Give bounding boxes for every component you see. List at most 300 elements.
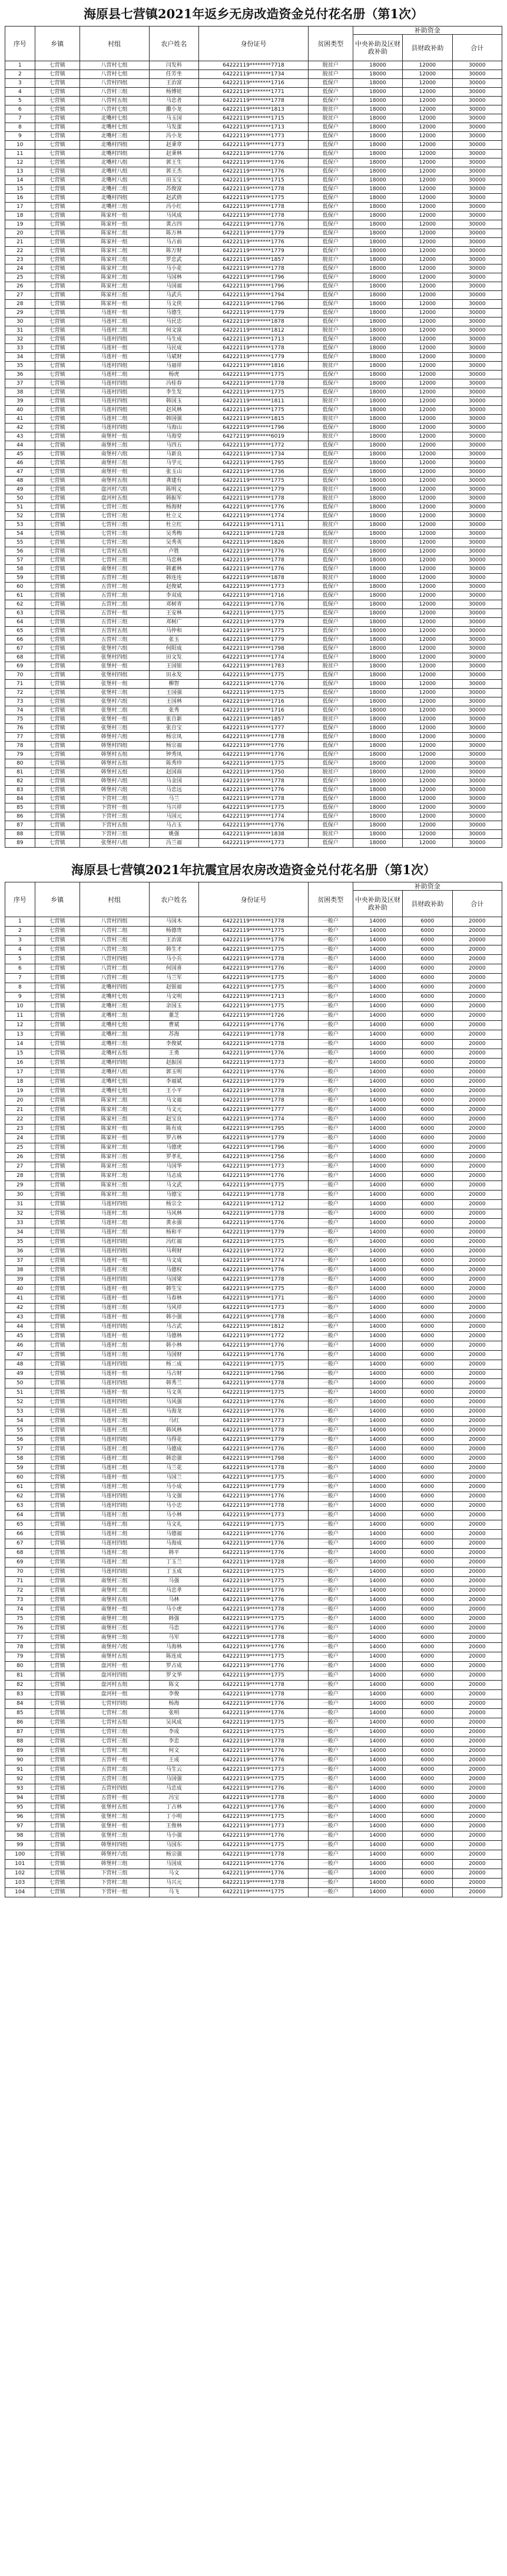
table-row (5, 1059, 502, 1068)
cell-county: 6000 (403, 1775, 452, 1784)
table-row (5, 97, 502, 105)
cell-central: 14000 (353, 1285, 402, 1294)
cell-name: 王国强 (149, 689, 198, 697)
cell-no: 87 (5, 1728, 35, 1737)
table-row (5, 1747, 502, 1756)
cell-total: 30000 (452, 839, 502, 848)
cell-type: 一般户 (308, 1850, 353, 1860)
header-village: 村组 (79, 27, 149, 61)
cell-id: 64222119********1775 (199, 1671, 309, 1681)
cell-village: 北嘴村二组 (79, 1011, 149, 1021)
cell-no: 81 (5, 768, 35, 777)
cell-village: 北嘴村八组 (79, 176, 149, 185)
table-row (5, 662, 502, 671)
cell-name: 冯宝 (149, 1794, 198, 1803)
cell-type: 低保户 (308, 88, 353, 97)
cell-township: 七营镇 (35, 1671, 79, 1681)
cell-central: 14000 (353, 1633, 402, 1643)
cell-id: 64222119********1716 (199, 591, 309, 600)
cell-name: 马文成 (149, 1256, 198, 1266)
cell-township: 七营镇 (35, 671, 79, 680)
cell-type: 低保户 (308, 512, 353, 521)
cell-name: 马海山 (149, 424, 198, 432)
cell-name: 柳智 (149, 680, 198, 689)
cell-county: 12000 (403, 689, 452, 697)
cell-central: 14000 (353, 1379, 402, 1388)
cell-township: 七营镇 (35, 1115, 79, 1125)
cell-no: 33 (5, 344, 35, 353)
cell-name: 杨博娃 (149, 88, 198, 97)
cell-central: 14000 (353, 1313, 402, 1322)
cell-county: 12000 (403, 494, 452, 503)
cell-no: 30 (5, 1191, 35, 1200)
cell-central: 14000 (353, 1803, 402, 1813)
cell-name: 任芳坐 (149, 70, 198, 79)
cell-county: 12000 (403, 70, 452, 79)
cell-name: 赵振国 (149, 1059, 198, 1068)
cell-type: 一般户 (308, 964, 353, 974)
cell-village: 南堡村三组 (79, 1624, 149, 1633)
cell-no: 70 (5, 671, 35, 680)
cell-central: 18000 (353, 485, 402, 494)
cell-township: 七营镇 (35, 1596, 79, 1605)
cell-name: 王治富 (149, 79, 198, 88)
cell-total: 30000 (452, 680, 502, 689)
cell-name: 李福斌 (149, 1077, 198, 1087)
cell-no: 95 (5, 1803, 35, 1813)
table-row (5, 618, 502, 627)
cell-township: 七营镇 (35, 1464, 79, 1473)
cell-type: 一般户 (308, 1483, 353, 1492)
cell-central: 18000 (353, 415, 402, 424)
cell-county: 6000 (403, 1068, 452, 1077)
cell-type: 一般户 (308, 1784, 353, 1794)
cell-county: 12000 (403, 185, 452, 194)
cell-id: 64222119********1779 (199, 1436, 309, 1445)
table-body-1 (5, 61, 502, 848)
cell-village: 盘河村五组 (79, 494, 149, 503)
cell-total: 20000 (452, 974, 502, 983)
table-row (5, 1473, 502, 1483)
cell-no: 50 (5, 494, 35, 503)
cell-total: 20000 (452, 1568, 502, 1577)
cell-total: 20000 (452, 1172, 502, 1181)
cell-village: 马莲村三组 (79, 1426, 149, 1436)
cell-township: 七营镇 (35, 229, 79, 238)
cell-type: 一般户 (308, 1822, 353, 1831)
cell-township: 七营镇 (35, 1181, 79, 1191)
cell-type: 脱贫户 (308, 397, 353, 406)
table-row (5, 556, 502, 565)
cell-name: 余国玉 (149, 1002, 198, 1011)
cell-township: 七营镇 (35, 1662, 79, 1671)
cell-type: 低保户 (308, 750, 353, 759)
cell-village: 马莲村三组 (79, 1351, 149, 1360)
cell-total: 20000 (452, 1615, 502, 1624)
cell-no: 69 (5, 662, 35, 671)
table-row (5, 150, 502, 158)
cell-county: 6000 (403, 1115, 452, 1125)
cell-no: 3 (5, 936, 35, 945)
cell-name: 马忠 (149, 1624, 198, 1633)
cell-total: 30000 (452, 362, 502, 371)
cell-id: 64222119********1813 (199, 105, 309, 114)
cell-name: 马四五 (149, 441, 198, 450)
cell-name: 陈连成 (149, 1652, 198, 1662)
cell-county: 6000 (403, 1709, 452, 1718)
cell-no: 93 (5, 1784, 35, 1794)
cell-id: 64222119********1778 (199, 203, 309, 211)
cell-id: 64222119********1713 (199, 335, 309, 344)
cell-no: 18 (5, 1077, 35, 1087)
header-township: 乡镇 (35, 27, 79, 61)
cell-id: 64222119********1775 (199, 927, 309, 936)
cell-no: 90 (5, 1756, 35, 1765)
cell-village: 七营村五组 (79, 547, 149, 556)
cell-type: 一般户 (308, 1558, 353, 1568)
cell-village: 七营村二组 (79, 1709, 149, 1718)
cell-county: 12000 (403, 264, 452, 273)
cell-township: 七营镇 (35, 97, 79, 105)
cell-type: 低保户 (308, 583, 353, 591)
table-row (5, 406, 502, 415)
cell-name: 马文明 (149, 993, 198, 1002)
cell-total: 20000 (452, 1407, 502, 1417)
cell-central: 18000 (353, 353, 402, 362)
table-row (5, 1822, 502, 1831)
cell-total: 20000 (452, 1841, 502, 1850)
cell-id: 64222119********1796 (199, 1370, 309, 1379)
cell-central: 14000 (353, 1775, 402, 1784)
cell-township: 七营镇 (35, 1341, 79, 1351)
cell-village: 下营村三组 (79, 812, 149, 821)
cell-county: 12000 (403, 282, 452, 291)
cell-central: 14000 (353, 1728, 402, 1737)
cell-name: 马德虎 (149, 1143, 198, 1153)
cell-central: 14000 (353, 1841, 402, 1850)
cell-village: 马莲村二组 (79, 1549, 149, 1558)
cell-township: 七营镇 (35, 706, 79, 715)
cell-county: 6000 (403, 955, 452, 964)
table-row (5, 123, 502, 132)
cell-village: 马莲村三组 (79, 1304, 149, 1313)
cell-total: 20000 (452, 1426, 502, 1436)
cell-total: 30000 (452, 750, 502, 759)
table-row (5, 1709, 502, 1718)
cell-total: 30000 (452, 786, 502, 795)
cell-county: 12000 (403, 636, 452, 644)
cell-no: 9 (5, 132, 35, 141)
cell-type: 一般户 (308, 1652, 353, 1662)
cell-central: 14000 (353, 1558, 402, 1568)
table-row (5, 653, 502, 662)
cell-central: 14000 (353, 1690, 402, 1699)
cell-county: 6000 (403, 1454, 452, 1464)
cell-county: 12000 (403, 344, 452, 353)
cell-name: 马春林 (149, 1294, 198, 1304)
cell-id: 64222119********1772 (199, 1332, 309, 1341)
cell-name: 王俊林 (149, 1822, 198, 1831)
cell-id: 64222119********1776 (199, 1586, 309, 1596)
cell-total: 30000 (452, 247, 502, 256)
cell-total: 30000 (452, 388, 502, 397)
cell-type: 低保户 (308, 839, 353, 848)
cell-type: 一般户 (308, 1181, 353, 1191)
cell-central: 14000 (353, 1502, 402, 1511)
cell-county: 6000 (403, 1549, 452, 1558)
cell-id: 64222119********1776 (199, 750, 309, 759)
cell-no: 31 (5, 1200, 35, 1209)
cell-township: 七营镇 (35, 1718, 79, 1728)
cell-type: 低保户 (308, 309, 353, 318)
cell-no: 72 (5, 1586, 35, 1596)
cell-county: 12000 (403, 432, 452, 441)
cell-village: 马莲村三组 (79, 1407, 149, 1417)
cell-village: 五营村一组 (79, 1794, 149, 1803)
cell-id: 64222119********1778 (199, 1209, 309, 1219)
table-row (5, 547, 502, 556)
cell-name: 马文侠 (149, 300, 198, 309)
cell-central: 14000 (353, 1756, 402, 1765)
cell-id: 64222119********1776 (199, 1784, 309, 1794)
cell-central: 18000 (353, 344, 402, 353)
cell-central: 18000 (353, 583, 402, 591)
header-total: 合计 (452, 891, 502, 917)
cell-id: 64222119********1779 (199, 1483, 309, 1492)
cell-name: 丁小明 (149, 1813, 198, 1822)
table-row (5, 318, 502, 326)
cell-total: 20000 (452, 1256, 502, 1266)
cell-type: 低保户 (308, 777, 353, 786)
cell-type: 一般户 (308, 1256, 353, 1266)
cell-village: 陈家村一组 (79, 220, 149, 229)
cell-village: 马莲村一组 (79, 1294, 149, 1304)
cell-type: 一般户 (308, 1379, 353, 1388)
cell-village: 南堡村三组 (79, 1577, 149, 1586)
cell-township: 七营镇 (35, 132, 79, 141)
cell-township: 七营镇 (35, 662, 79, 671)
table-row (5, 1794, 502, 1803)
table-row (5, 503, 502, 512)
table-row (5, 1765, 502, 1775)
table-row (5, 1577, 502, 1586)
cell-id: 64222119********1716 (199, 706, 309, 715)
cell-village: 南堡村二组 (79, 1586, 149, 1596)
cell-township: 七营镇 (35, 1379, 79, 1388)
cell-village: 马莲村一组 (79, 309, 149, 318)
cell-county: 12000 (403, 627, 452, 636)
cell-county: 6000 (403, 1445, 452, 1454)
cell-no: 33 (5, 1219, 35, 1228)
table-row (5, 583, 502, 591)
table-row (5, 1228, 502, 1238)
cell-total: 20000 (452, 1021, 502, 1030)
table-row (5, 238, 502, 247)
cell-village: 张堡村五组 (79, 1803, 149, 1813)
header-village: 村组 (79, 882, 149, 917)
cell-county: 12000 (403, 777, 452, 786)
cell-type: 低保户 (308, 291, 353, 300)
table-row (5, 1633, 502, 1643)
cell-county: 12000 (403, 812, 452, 821)
cell-county: 6000 (403, 1831, 452, 1841)
cell-township: 七营镇 (35, 993, 79, 1002)
cell-central: 14000 (353, 1049, 402, 1059)
cell-total: 30000 (452, 556, 502, 565)
cell-county: 6000 (403, 1030, 452, 1040)
cell-county: 6000 (403, 927, 452, 936)
cell-total: 30000 (452, 220, 502, 229)
cell-total: 30000 (452, 671, 502, 680)
cell-village: 八营村三组 (79, 945, 149, 955)
cell-central: 18000 (353, 441, 402, 450)
cell-name: 冯小红 (149, 203, 198, 211)
cell-county: 12000 (403, 680, 452, 689)
cell-no: 58 (5, 1454, 35, 1464)
cell-township: 七营镇 (35, 1143, 79, 1153)
cell-county: 12000 (403, 565, 452, 574)
cell-id: 64222119********1778 (199, 1426, 309, 1436)
cell-name: 王治富 (149, 936, 198, 945)
cell-village: 北嘴村四组 (79, 194, 149, 203)
cell-county: 12000 (403, 697, 452, 706)
cell-central: 14000 (353, 1813, 402, 1822)
cell-township: 七营镇 (35, 150, 79, 158)
table-row (5, 1304, 502, 1313)
cell-township: 七营镇 (35, 1860, 79, 1869)
cell-id: 64222119********1798 (199, 1454, 309, 1464)
cell-total: 30000 (452, 150, 502, 158)
cell-type: 一般户 (308, 1162, 353, 1172)
cell-central: 18000 (353, 812, 402, 821)
cell-type: 一般户 (308, 1322, 353, 1332)
cell-village: 八营村七组 (79, 105, 149, 114)
cell-id: 64222119********1878 (199, 574, 309, 583)
table-row (5, 273, 502, 282)
cell-name: 何国喜 (149, 964, 198, 974)
cell-name: 何阳成 (149, 644, 198, 653)
cell-total: 20000 (452, 1209, 502, 1219)
cell-id: 64222119********1775 (199, 1285, 309, 1294)
cell-township: 七营镇 (35, 530, 79, 538)
cell-township: 七营镇 (35, 917, 79, 927)
cell-id: 64222119********1796 (199, 282, 309, 291)
cell-id: 64222119********1778 (199, 1879, 309, 1888)
cell-county: 6000 (403, 1407, 452, 1417)
table-row (5, 309, 502, 318)
cell-total: 30000 (452, 70, 502, 79)
cell-central: 18000 (353, 803, 402, 812)
cell-village: 北嘴村七组 (79, 114, 149, 123)
cell-central: 18000 (353, 530, 402, 538)
cell-county: 12000 (403, 353, 452, 362)
cell-name: 吴秀梅 (149, 530, 198, 538)
cell-central: 18000 (353, 750, 402, 759)
cell-township: 七营镇 (35, 379, 79, 388)
cell-id: 64222119********1773 (199, 1511, 309, 1520)
header-id: 身份证号 (199, 27, 309, 61)
cell-type: 一般户 (308, 1671, 353, 1681)
cell-township: 七营镇 (35, 335, 79, 344)
cell-county: 12000 (403, 397, 452, 406)
cell-total: 30000 (452, 724, 502, 733)
cell-central: 18000 (353, 706, 402, 715)
cell-township: 七营镇 (35, 1021, 79, 1030)
cell-township: 七营镇 (35, 1765, 79, 1775)
cell-village: 陈家村一组 (79, 1125, 149, 1134)
cell-township: 七营镇 (35, 256, 79, 264)
cell-central: 14000 (353, 1388, 402, 1398)
cell-total: 30000 (452, 697, 502, 706)
table-row (5, 627, 502, 636)
table-row (5, 1502, 502, 1511)
cell-no: 55 (5, 1426, 35, 1436)
cell-county: 6000 (403, 1181, 452, 1191)
cell-central: 18000 (353, 318, 402, 326)
cell-no: 1 (5, 61, 35, 70)
cell-county: 12000 (403, 326, 452, 335)
cell-township: 七营镇 (35, 1813, 79, 1822)
cell-name: 马国元 (149, 812, 198, 821)
cell-township: 七营镇 (35, 945, 79, 955)
cell-no: 28 (5, 1172, 35, 1181)
cell-village: 马莲村四组 (79, 1238, 149, 1247)
cell-id: 64222119********1775 (199, 1181, 309, 1191)
cell-id: 64222119********1775 (199, 477, 309, 485)
cell-type: 低保户 (308, 318, 353, 326)
cell-name: 陈有成 (149, 1125, 198, 1134)
cell-name: 马占财 (149, 1370, 198, 1379)
table-row (5, 335, 502, 344)
cell-type: 低保户 (308, 167, 353, 176)
cell-name: 马国梁 (149, 1275, 198, 1285)
cell-total: 30000 (452, 759, 502, 768)
cell-name: 马得花 (149, 1436, 198, 1445)
cell-township: 七营镇 (35, 1624, 79, 1633)
cell-total: 30000 (452, 512, 502, 521)
cell-id: 64222119********1775 (199, 1775, 309, 1784)
cell-township: 七营镇 (35, 1737, 79, 1747)
table-row (5, 1671, 502, 1681)
table-row (5, 1360, 502, 1370)
cell-central: 18000 (353, 644, 402, 653)
cell-central: 14000 (353, 1011, 402, 1021)
cell-county: 12000 (403, 176, 452, 185)
cell-county: 6000 (403, 1530, 452, 1539)
cell-total: 20000 (452, 1436, 502, 1445)
cell-no: 52 (5, 1398, 35, 1407)
table-row (5, 1181, 502, 1191)
table-row (5, 1643, 502, 1652)
cell-total: 20000 (452, 1794, 502, 1803)
cell-id: 64222119********1775 (199, 1718, 309, 1728)
cell-name: 杨海财 (149, 503, 198, 512)
cell-township: 七营镇 (35, 1370, 79, 1379)
cell-no: 59 (5, 574, 35, 583)
cell-township: 七营镇 (35, 618, 79, 627)
cell-village: 北嘴村七组 (79, 1021, 149, 1030)
cell-township: 七营镇 (35, 88, 79, 97)
cell-county: 6000 (403, 1492, 452, 1502)
cell-name: 冯桂春 (149, 379, 198, 388)
cell-township: 七营镇 (35, 203, 79, 211)
cell-type: 一般户 (308, 1605, 353, 1615)
cell-county: 12000 (403, 530, 452, 538)
cell-central: 14000 (353, 974, 402, 983)
cell-type: 低保户 (308, 176, 353, 185)
cell-total: 30000 (452, 830, 502, 839)
cell-type: 一般户 (308, 1096, 353, 1106)
